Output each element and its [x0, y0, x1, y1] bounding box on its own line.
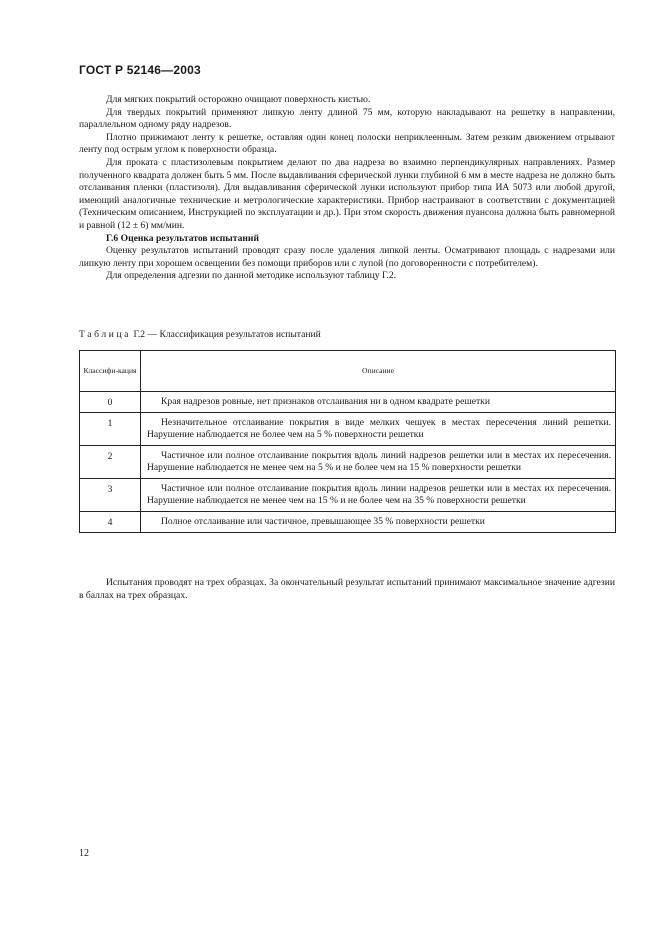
table-row	[80, 479, 616, 512]
section-title: Г.6 Оценка результатов испытаний	[106, 232, 259, 244]
description-cell	[141, 392, 616, 413]
paragraph-plastisol: Для проката с пластизолевым покрытием делают по два надреза во взаимно перпендикулярных направлениях. Размер полученного квадрата должен быть 5 мм. После выдавливания сферической лунки глубиной 6 мм в месте надреза не должно быть отслаивания пленки (пластизоля). Для выдавливания сферической лунки используют прибор типа ИА 5073 или любой другой, имеющий аналогичные технические и метрологические характеристики. Прибор настраивают в соответствии с документацией (Техническим описанием, Инструкцией по эксплуатации и др.). При этом скорость движения пуансона должна быть равномерной и равной (12 ± 6) мм/мин.	[79, 156, 615, 231]
table-row	[80, 446, 616, 479]
table-header-row	[80, 351, 616, 392]
description-cell	[141, 413, 616, 446]
table-row	[80, 392, 616, 413]
paragraph-hard-coatings: Для твердых покрытий применяют липкую ленту длиной 75 мм, которую накладывают на решетку в направлении, параллельном одному ряду надрезов.	[79, 106, 615, 131]
intro-text	[79, 94, 615, 283]
description-cell	[141, 446, 616, 479]
description-cell	[141, 512, 616, 533]
outro-text	[79, 577, 615, 602]
description-text: Полное отслаивание или частичное, превышающее 35 % поверхности решетки	[161, 516, 485, 527]
description-text: Частичное или полное отслаивание покрытия вдоль линии надрезов решетки или в местах их пересечения. Нарушение наблюдается не менее чем на 15 % и не более чем на 35 % поверхности решетки	[147, 483, 611, 506]
classification-table	[79, 350, 616, 533]
document-header: ГОСТ Р 52146—2003	[79, 63, 201, 77]
class-cell: 3	[80, 479, 141, 512]
page-number: 12	[79, 848, 89, 859]
column-header-class: Классифи-кация	[80, 351, 141, 392]
table-caption	[79, 329, 321, 341]
class-cell: 4	[80, 512, 141, 533]
column-header-description: Описание	[141, 351, 616, 392]
paragraph-tape-removal: Плотно прижимают ленту к решетке, оставляя один конец полоски неприклеенным. Затем резким движением отрывают ленту под острым углом к поверхности образца.	[79, 131, 615, 156]
paragraph-soft-coatings: Для мягких покрытий осторожно очищают поверхность кистью.	[106, 94, 371, 105]
class-cell: 2	[80, 446, 141, 479]
paragraph-table-reference: Для определения адгезии по данной методике используют таблицу Г.2.	[106, 270, 397, 282]
description-text: Частичное или полное отслаивание покрытия вдоль линий надрезов решетки или в местах их пересечения. Нарушение наблюдается не менее чем на 5 % и не более чем на 15 % поверхности решетки	[147, 450, 611, 473]
paragraph-evaluation: Оценку результатов испытаний проводят сразу после удаления липкой ленты. Осматривают площадь с надрезами или липкую ленту при хорошем освещении без помощи приборов или с лупой (по договоренности с потребителем).	[79, 245, 615, 269]
class-cell: 0	[80, 392, 141, 413]
table-row	[80, 413, 616, 446]
description-cell	[141, 479, 616, 512]
table-caption-word: Таблица	[79, 329, 132, 340]
class-cell: 1	[80, 413, 141, 446]
description-text: Края надрезов ровные, нет признаков отслаивания ни в одном квадрате решетки	[161, 396, 490, 407]
description-text: Незначительное отслаивание покрытия в виде мелких чешуек в местах пересечения линий решетки. Нарушение наблюдается не более чем на 5 % поверхности решетки	[147, 417, 611, 440]
table-row	[80, 512, 616, 533]
paragraph-conclusion: Испытания проводят на трех образцах. За окончательный результат испытаний принимают максимальное значение адгезии в баллах на трех образцах.	[79, 577, 615, 601]
table-caption-text: Г.2 — Классификация результатов испытаний	[131, 329, 321, 340]
